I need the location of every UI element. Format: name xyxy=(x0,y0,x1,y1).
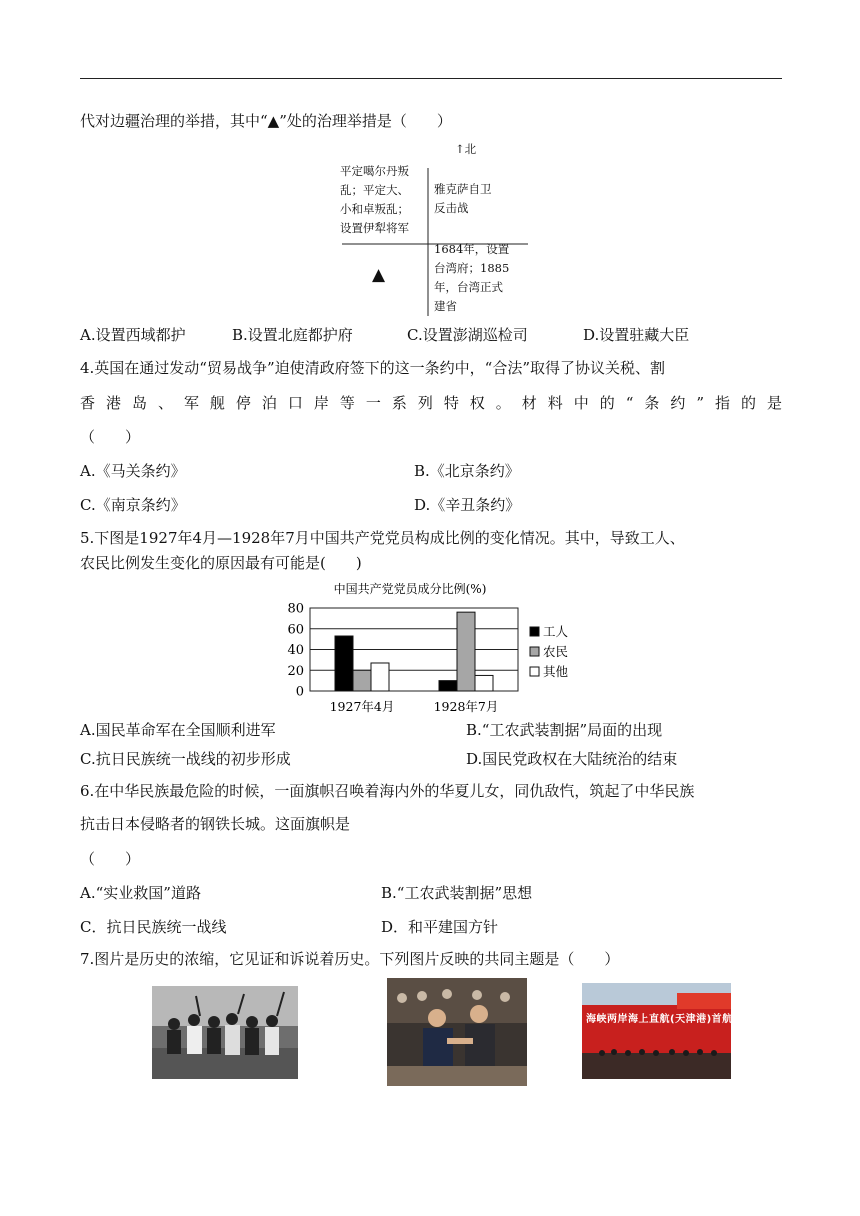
q5-option-a: A.国民革命军在全国顺利进军 xyxy=(80,721,276,739)
q4-line1: 4.英国在通过发动“贸易战争”迫使清政府签下的这一条约中，“合法”取得了协议关税、割 xyxy=(80,359,665,377)
compass-diagram xyxy=(330,140,530,320)
q4-line2: 香港岛、军舰停泊口岸等一系列特权。材料中的“条约”指的是 xyxy=(80,394,782,412)
q6-line2: 抗击日本侵略者的钢铁长城。这面旗帜是 xyxy=(80,815,351,833)
q3-option-d: D.设置驻藏大臣 xyxy=(583,326,690,344)
q6-option-b: B.“工农武装割据”思想 xyxy=(381,884,533,902)
legend-swatch xyxy=(530,647,539,656)
party-composition-chart xyxy=(280,578,590,718)
q3-option-b: B.设置北庭都护府 xyxy=(232,326,353,344)
q5-option-b: B.“工农武装割据”局面的出现 xyxy=(466,721,663,739)
legend-swatch xyxy=(530,627,539,636)
x-category-label: 1927年4月 xyxy=(329,699,395,714)
y-tick-label: 60 xyxy=(287,622,304,638)
bar xyxy=(439,681,457,691)
q5-option-d: D.国民党政权在大陆统治的结束 xyxy=(466,750,678,768)
x-category-label: 1928年7月 xyxy=(433,699,499,714)
northeast-text: 雅克萨自卫 反击战 xyxy=(434,182,492,215)
photo-cross-strait-shipping-ceremony xyxy=(582,983,754,1079)
q5-line2: 农民比例发生变化的原因最有可能是( ) xyxy=(80,554,362,572)
bar xyxy=(371,663,389,691)
q6-option-c: C．抗日民族统一战线 xyxy=(80,918,227,936)
banner-text: 海峡两岸海上直航(天津港)首航仪式 xyxy=(586,1014,754,1025)
chart-svg xyxy=(280,578,590,718)
y-tick-label: 40 xyxy=(287,643,304,658)
photo-handshake-meeting xyxy=(387,978,527,1086)
q7-stem: 7.图片是历史的浓缩，它见证和诉说着历史。下列图片反映的共同主题是（ ） xyxy=(80,950,620,968)
photo-great-wall-celebration xyxy=(152,986,298,1079)
q4-option-a: A.《马关条约》 xyxy=(80,462,186,480)
q5-option-c: C.抗日民族统一战线的初步形成 xyxy=(80,750,291,768)
q6-option-d: D．和平建国方针 xyxy=(381,918,499,936)
legend-label: 其他 xyxy=(543,664,569,679)
q6-line3: （ ） xyxy=(80,850,141,868)
q3-option-c: C.设置澎湖巡检司 xyxy=(407,326,528,344)
q5-line1: 5.下图是1927年4月—1928年7月中国共产党党员构成比例的变化情况。其中，导致工人、 xyxy=(80,529,685,547)
q4-line3: （ ） xyxy=(80,428,141,446)
q6-option-a: A.“实业救国”道路 xyxy=(80,884,201,902)
q4-option-c: C.《南京条约》 xyxy=(80,496,186,514)
bar xyxy=(457,612,475,691)
bar xyxy=(475,675,493,691)
header-rule xyxy=(80,78,782,79)
north-label: ↑北 xyxy=(455,142,477,156)
chart-title: 中国共产党党员成分比例(%) xyxy=(333,582,487,596)
legend-label: 工人 xyxy=(543,624,569,639)
legend-label: 农民 xyxy=(543,644,569,659)
southeast-text: 1684年，设置 台湾府；1885 年，台湾正式 建省 xyxy=(434,242,510,313)
y-tick-label: 0 xyxy=(295,684,304,700)
q4-option-d: D.《辛丑条约》 xyxy=(414,496,521,514)
northwest-text: 平定噶尔丹叛 乱；平定大、 小和卓叛乱； 设置伊犁将军 xyxy=(340,164,409,235)
triangle-marker: ▲ xyxy=(372,265,386,285)
q3-option-a: A.设置西域都护 xyxy=(80,326,186,344)
q4-option-b: B.《北京条约》 xyxy=(414,462,520,480)
bar xyxy=(353,670,371,691)
y-tick-label: 20 xyxy=(287,663,304,679)
bar xyxy=(335,636,353,691)
q3-stem: 代对边疆治理的举措，其中“▲”处的治理举措是（ ） xyxy=(80,112,452,130)
q6-line1: 6.在中华民族最危险的时候，一面旗帜召唤着海内外的华夏儿女，同仇敌忾，筑起了中华民族 xyxy=(80,782,695,800)
y-tick-label: 80 xyxy=(287,601,304,617)
legend-swatch xyxy=(530,667,539,676)
